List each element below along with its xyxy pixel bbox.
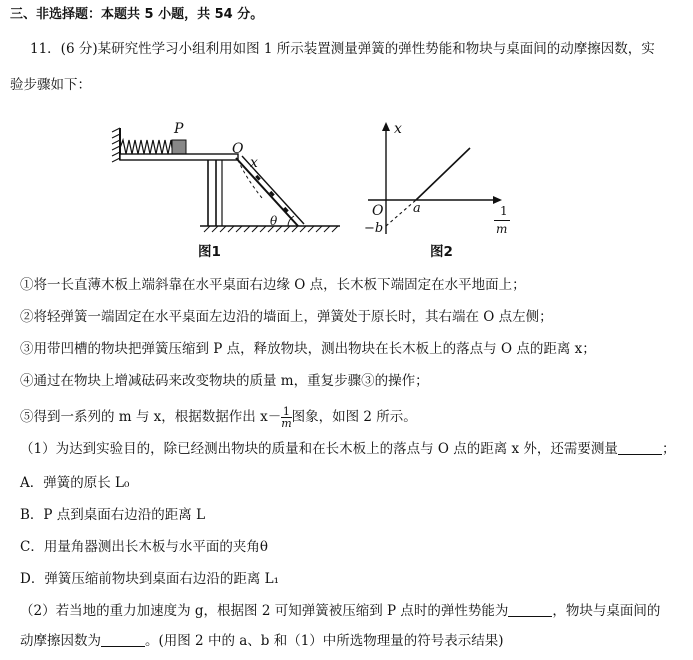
option-A: A．弹簧的原长 L₀	[20, 475, 130, 491]
question-line-2: 验步骤如下：	[10, 77, 91, 93]
section-header: 三、非选择题：本题共 5 小题，共 54 分。	[10, 7, 264, 22]
step-3: ③用带凹槽的物块把弹簧压缩到 P 点，释放物块，测出物块在长木板上的落点与 O 点的距离 x；	[20, 341, 596, 357]
label-x: x	[250, 155, 258, 171]
step-4: ④通过在物块上增减砝码来改变物块的质量 m，重复步骤③的操作；	[20, 373, 429, 389]
label-P: P	[174, 121, 184, 137]
label-O: O	[232, 141, 244, 157]
step-1: ①将一长直薄木板上端斜靠在水平桌面右边缘 O 点，长木板下端固定在水平地面上；	[20, 277, 526, 293]
frac-numerator: 1	[282, 405, 290, 418]
part-2-text-d: 。(用图 2 中的 a、b 和（1）中所选物理量的符号表示结果)	[145, 633, 504, 649]
fig2-axis-den: m	[496, 222, 508, 236]
part-2-friction-blank[interactable]	[101, 632, 145, 647]
part-1-text: （1）为达到实验目的，除已经测出物块的质量和在长木板上的落点与 O 点的距离 x 外，还需要测量	[20, 441, 618, 457]
fig2-x-label: x	[394, 121, 402, 137]
figure-1-caption: 图1	[198, 244, 221, 260]
option-B: B．P 点到桌面右边沿的距离 L	[20, 507, 206, 523]
fig2-origin: O	[372, 203, 384, 219]
figure-2-caption: 图2	[430, 244, 453, 260]
one-over-m-fraction	[281, 406, 291, 429]
part-1-question	[20, 440, 675, 458]
step-2: ②将轻弹簧一端固定在水平桌面左边沿的墙面上，弹簧处于原长时，其右端在 O 点左侧；	[20, 309, 553, 325]
label-theta: θ	[270, 214, 278, 228]
option-D: D．弹簧压缩前物块到桌面右边沿的距离 L₁	[20, 571, 279, 587]
fig2-b-label: −b	[364, 221, 384, 236]
fig2-axis-num: 1	[500, 204, 508, 218]
part-2-energy-blank[interactable]	[508, 602, 552, 617]
question-line-1: 11．(6 分)某研究性学习小组利用如图 1 所示装置测量弹簧的弹性势能和物块与桌面间的动摩擦因数，实	[30, 41, 655, 57]
fig2-a-label: a	[413, 201, 421, 216]
part-2-text-c: 动摩擦因数为	[20, 633, 101, 649]
part-2-line-2	[20, 632, 504, 650]
step-5-text: ⑤得到一系列的 m 与 x，根据数据作出 x－	[20, 409, 282, 425]
part-1-end: ；	[661, 441, 676, 457]
part-2-text-a: （2）若当地的重力加速度为 g，根据图 2 可知弹簧被压缩到 P 点时的弹性势能为	[20, 603, 509, 619]
frac-denominator: m	[281, 417, 292, 430]
part-2-text-b: ，物块与桌面间的	[552, 603, 661, 619]
part-1-answer-blank[interactable]	[618, 440, 662, 455]
figure-1-apparatus	[108, 118, 348, 236]
option-C: C．用量角器测出长木板与水平面的夹角θ	[20, 539, 268, 555]
part-2-line-1	[20, 602, 660, 620]
step-5-tail: 图象，如图 2 所示。	[291, 409, 417, 425]
step-5	[20, 406, 417, 429]
